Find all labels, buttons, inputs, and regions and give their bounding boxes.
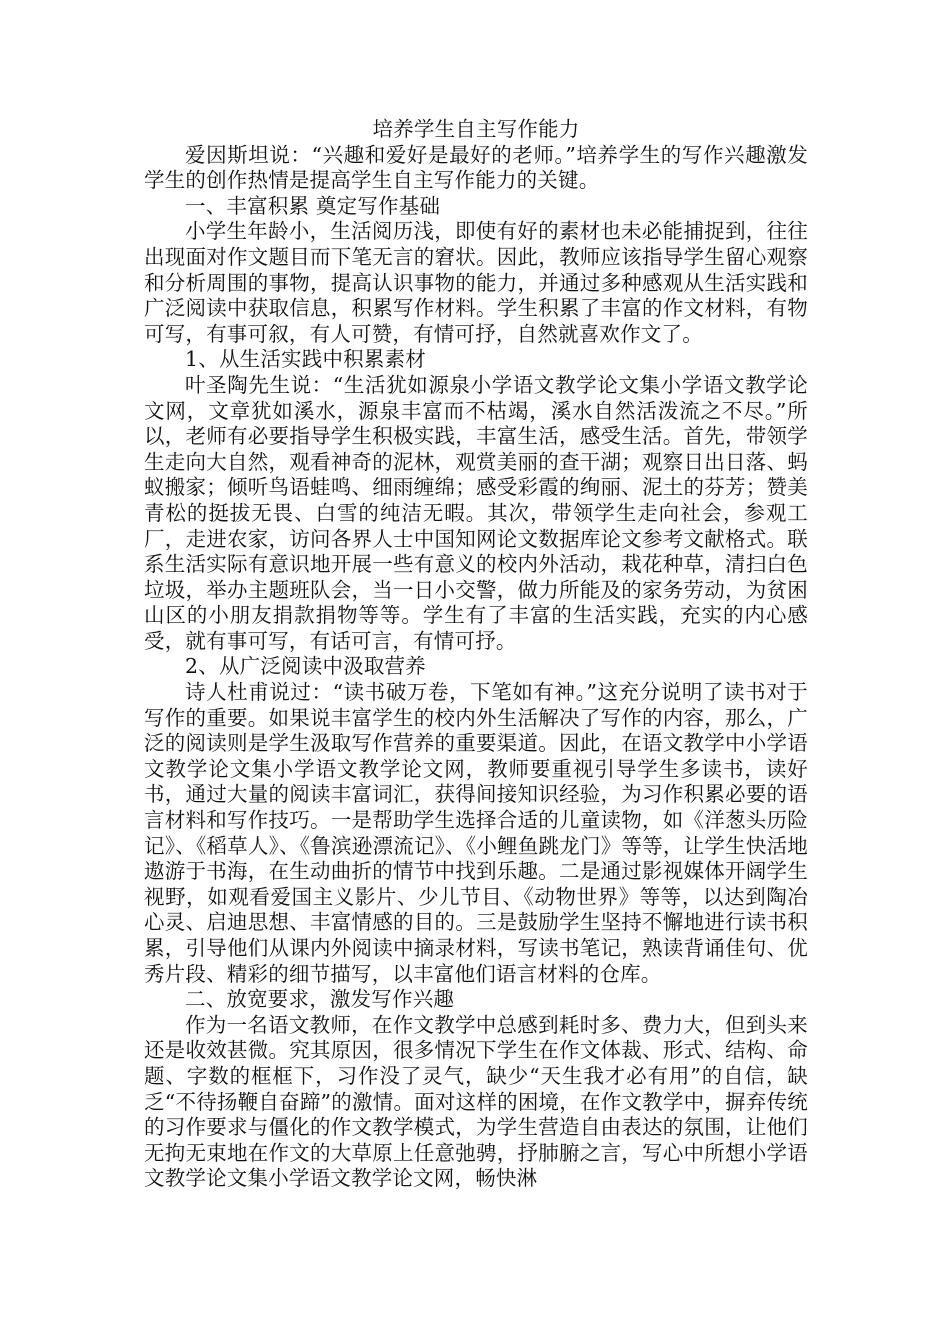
section-1-paragraph: 小学生年龄小，生活阅历浅，即使有好的素材也未必能捕捉到，往往出现面对作文题目而下笔无言的窘状。因此，教师应该指导学生留心观察和分析周围的事物，提高认识事物的能力，并通过多种感观从生活实践和广泛阅读中获取信息，积累写作材料。学生积累了丰富的作文材料，有物可写，有事可叙，有人可赞，有情可抒，自然就喜欢作文了。: [144, 219, 808, 346]
subsection-heading-1-2: 2、从广泛阅读中汲取营养: [185, 654, 426, 679]
subsection-1-2-paragraph: 诗人杜甫说过：“读书破万卷，下笔如有神。”这充分说明了读书对于写作的重要。如果说丰富学生的校内外生活解决了写作的内容，那么，广泛的阅读则是学生汲取写作营养的重要渠道。因此，在语文教学中小学语文教学论文集小学语文教学论文网，教师要重视引导学生多读书，读好书，通过大量的阅读丰富词汇，获得间接知识经验，为习作积累必要的语言材料和写作技巧。一是帮助学生选择合适的儿童读物，如《洋葱头历险记》、《稻草人》、《鲁滨逊漂流记》、《小鲤鱼跳龙门》等等，让学生快活地遨游于书海，在生动曲折的情节中找到乐趣。二是通过影视媒体开阔学生视野，如观看爱国主义影片、少儿节目、《动物世界》等等，以达到陶冶心灵、启迪思想、丰富情感的目的。三是鼓励学生坚持不懈地进行读书积累，引导他们从课内外阅读中摘录材料，写读书笔记，熟读背诵佳句、优秀片段、精彩的细节描写，以丰富他们语言材料的仓库。: [144, 680, 808, 986]
section-heading-1: 一、丰富积累 奠定写作基础: [185, 193, 441, 218]
document-body: [144, 117, 808, 1192]
section-2-paragraph: 作为一名语文教师，在作文教学中总感到耗时多、费力大，但到头来还是收效甚微。究其原因，很多情况下学生在作文体裁、形式、结构、命题、字数的框框下，习作没了灵气，缺少“天生我才必有用”的自信，缺乏“不待扬鞭自奋蹄”的激情。面对这样的困境，在作文教学中，摒弃传统的习作要求与僵化的作文教学模式，为学生营造自由表达的氛围，让他们无拘无束地在作文的大草原上任意弛骋，抒肺腑之言，写心中所想小学语文教学论文集小学语文教学论文网，畅快淋: [144, 1012, 808, 1191]
section-heading-2: 二、放宽要求，激发写作兴趣: [185, 987, 455, 1012]
document-title: 培养学生自主写作能力: [372, 117, 580, 141]
intro-paragraph: 爱因斯坦说：“兴趣和爱好是最好的老师。”培养学生的写作兴趣激发学生的创作热情是提高学生自主写作能力的关键。: [144, 142, 808, 193]
subsection-1-1-paragraph: 叶圣陶先生说：“生活犹如源泉小学语文教学论文集小学语文教学论文网，文章犹如溪水，源泉丰富而不枯竭，溪水自然活泼流之不尽。”所以，老师有必要指导学生积极实践，丰富生活，感受生活。首先，带领学生走向大自然，观看神奇的泥林，观赏美丽的查干湖；观察日出日落、蚂蚁搬家；倾听鸟语蛙鸣、细雨缠绵；感受彩霞的绚丽、泥土的芬芳；赞美青松的挺拔无畏、白雪的纯洁无暇。其次，带领学生走向社会，参观工厂，走进农家，访问各界人士中国知网论文数据库论文参考文献格式。联系生活实际有意识地开展一些有意义的校内外活动，栽花种草，清扫白色垃圾，举办主题班队会，当一日小交警，做力所能及的家务劳动，为贫困山区的小朋友捐款捐物等等。学生有了丰富的生活实践，充实的内心感受，就有事可写，有话可言，有情可抒。: [144, 372, 808, 653]
subsection-heading-1-1: 1、从生活实践中积累素材: [185, 347, 426, 372]
